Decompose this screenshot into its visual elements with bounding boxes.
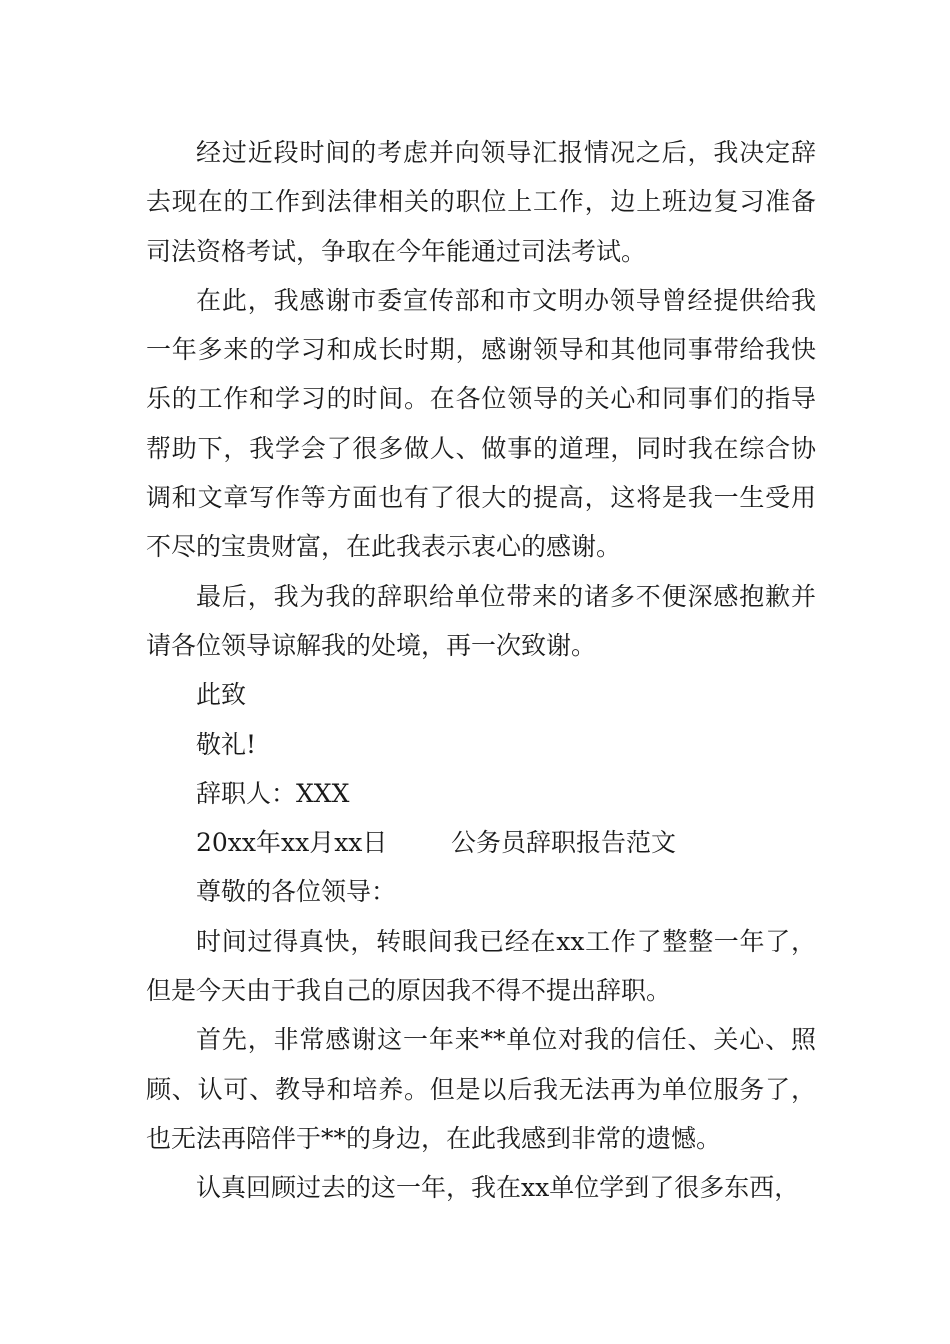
body-paragraph-6: 认真回顾过去的这一年，我在xx单位学到了很多东西， bbox=[196, 1173, 800, 1203]
document-body bbox=[146, 128, 816, 1213]
body-paragraph-4: 时间过得真快，转眼间我已经在xx工作了整整一年了，但是今天由于我自己的原因我不得不提出辞职。 bbox=[146, 926, 816, 1006]
date-and-title-line: 20xx年xx月xx日 公务员辞职报告范文 bbox=[196, 828, 676, 858]
closing-line: 此致 bbox=[196, 680, 247, 710]
signer-line: 辞职人：XXX bbox=[196, 778, 350, 808]
body-paragraph-2: 在此，我感谢市委宣传部和市文明办领导曾经提供给我一年多来的学习和成长时期，感谢领导和其他同事带给我快乐的工作和学习的时间。在各位领导的关心和同事们的指导帮助下，我学会了很多做人、做事的道理，同时我在综合协调和文章写作等方面也有了很大的提高，这将是我一生受用不尽的宝贵财富，在此我表示衷心的感谢。 bbox=[146, 285, 816, 562]
body-paragraph-5: 首先，非常感谢这一年来**单位对我的信任、关心、照顾、认可、教导和培养。但是以后我无法再为单位服务了，也无法再陪伴于**的身边，在此我感到非常的遗憾。 bbox=[146, 1025, 816, 1153]
greeting-line: 尊敬的各位领导： bbox=[196, 877, 397, 907]
body-paragraph-3: 最后，我为我的辞职给单位带来的诸多不便深感抱歉并请各位领导谅解我的处境，再一次致谢。 bbox=[146, 581, 816, 660]
salute-line: 敬礼! bbox=[196, 729, 257, 759]
body-paragraph-1: 经过近段时间的考虑并向领导汇报情况之后，我决定辞去现在的工作到法律相关的职位上工作，边上班边复习准备司法资格考试，争取在今年能通过司法考试。 bbox=[146, 138, 816, 266]
